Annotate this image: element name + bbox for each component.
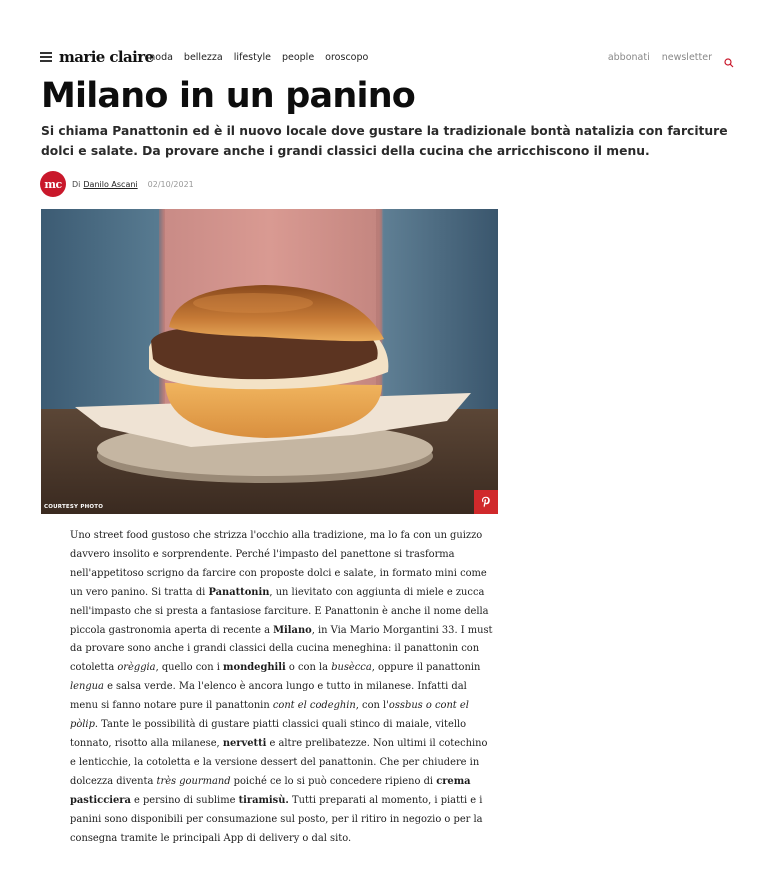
body-text-segment: cotoletta — [70, 662, 118, 674]
body-text-segment: un vero panino. Si tratta di — [70, 586, 209, 598]
body-text-segment: ossbus o cont el — [388, 700, 469, 712]
body-text-segment: tiramisù. — [238, 794, 289, 806]
body-text-segment: e lenticchie, la cotoletta e la versione dessert del panattonin. Che per chiudere in — [70, 756, 480, 768]
body-text-segment: Uno street food gustoso che strizza l'occhio alla tradizione, ma lo fa con un guizzo — [70, 530, 483, 541]
body-text-segment: , in Via Mario Morgantini 33. I must — [311, 624, 493, 636]
site-header — [40, 46, 740, 70]
body-line — [70, 565, 510, 584]
body-line — [70, 584, 510, 603]
body-line — [70, 546, 510, 565]
body-text-segment: lengua — [70, 681, 104, 693]
body-text-segment: da provare sono anche i grandi classici della cucina meneghina: il panattonin con — [70, 643, 480, 655]
body-text-segment: Milano — [273, 624, 312, 636]
article-body — [70, 527, 510, 848]
body-text-segment: Panattonin — [208, 586, 270, 598]
body-line — [70, 811, 510, 830]
publish-date: 02/10/2021 — [147, 179, 194, 189]
body-text-segment: très gourmand — [156, 775, 231, 787]
body-text-segment: , un lievitato con aggiunta di miele e zucca — [269, 586, 485, 598]
body-text-segment: dolcezza diventa — [70, 775, 157, 787]
body-text-segment: e salsa verde. Ma l'elenco è ancora lungo e tutto in milanese. Infatti dal — [103, 681, 467, 693]
main-nav — [146, 52, 368, 63]
body-text-segment: crema — [436, 775, 471, 787]
body-line — [70, 792, 510, 811]
body-text-segment: , con l' — [355, 700, 389, 712]
menu-icon[interactable] — [40, 52, 52, 62]
body-text-segment: Tutti preparati al momento, i piatti e i — [288, 794, 483, 806]
nav-link-bellezza[interactable]: bellezza — [183, 52, 223, 63]
pinterest-icon — [481, 496, 491, 508]
header-actions — [608, 52, 734, 63]
body-text-segment: . Tante le possibilità di gustare piatti classici quali stinco di maiale, vitello — [94, 719, 467, 731]
body-text-segment: cont el codeghin — [272, 700, 356, 712]
body-line — [70, 622, 510, 641]
nav-link-lifestyle[interactable]: lifestyle — [233, 52, 271, 63]
body-text-segment: e altre prelibatezze. Non ultimi il cotechino — [266, 737, 488, 749]
author-avatar: mc — [40, 171, 66, 197]
body-text-segment: poiché ce lo si può concedere ripieno di — [230, 775, 437, 787]
body-line — [70, 527, 510, 546]
body-text-segment: nervetti — [222, 737, 267, 749]
byline — [40, 171, 194, 197]
body-line — [70, 830, 510, 849]
body-line — [70, 697, 510, 716]
body-text-segment: busècca — [331, 662, 372, 674]
article-subtitle: Si chiama Panattonin ed è il nuovo locale dove gustare la tradizionale bontà natalizia con farciture dolci e salate. Da provare anche i grandi classici della cucina che arricchiscono il menu. — [41, 124, 728, 158]
body-line — [70, 735, 510, 754]
newsletter-link[interactable]: newsletter — [661, 52, 712, 63]
body-line — [70, 773, 510, 792]
search-icon[interactable] — [724, 53, 734, 63]
nav-link-people[interactable]: people — [281, 52, 315, 63]
site-logo[interactable]: marie claire — [59, 48, 154, 66]
body-text-segment: mondeghili — [223, 662, 286, 674]
body-line — [70, 754, 510, 773]
nav-link-oroscopo[interactable]: oroscopo — [325, 52, 369, 63]
subscribe-link[interactable]: abbonati — [607, 52, 650, 63]
nav-link-moda[interactable]: moda — [146, 52, 173, 63]
body-line — [70, 603, 510, 622]
body-line — [70, 716, 510, 735]
body-text-segment: consegna tramite le principali App di delivery o dal sito. — [70, 832, 352, 844]
body-text-segment: nell'appetitoso scrigno da farcire con proposte dolci e salate, in formato mini come — [70, 567, 487, 579]
panettone-sandwich-photo — [41, 209, 498, 514]
body-text-segment: , oppure il panattonin — [371, 662, 481, 674]
body-text-segment: tonnato, risotto alla milanese, — [70, 737, 223, 749]
body-text-segment: pasticciera — [70, 794, 131, 806]
byline-prefix: Di — [72, 179, 81, 189]
body-line — [70, 640, 510, 659]
body-text-segment: panini sono disponibili per consumazione sul posto, per il ritiro in negozio o per la — [70, 813, 483, 825]
body-text-segment: o con la — [285, 662, 332, 674]
body-text-segment: orèggia — [117, 662, 156, 674]
body-text-segment: piccola gastronomia aperta di recente a — [70, 624, 274, 636]
author-link[interactable]: Danilo Ascani — [83, 179, 138, 189]
body-text-segment: menu si fanno notare pure il panattonin — [70, 700, 273, 712]
hero-image — [41, 209, 498, 514]
body-text-segment: davvero insolito e sorprendente. Perché l'impasto del panettone si trasforma — [70, 548, 455, 560]
body-line — [70, 678, 510, 697]
body-text-segment: nell'impasto che si presta a fantasiose farciture. E Panattonin è anche il nome della — [70, 605, 489, 617]
image-credit: COURTESY PHOTO — [44, 504, 104, 510]
body-text-segment: , quello con i — [155, 662, 224, 674]
body-line — [70, 659, 510, 678]
article-title: Milano in un panino — [41, 76, 416, 116]
body-text-segment: e persino di sublime — [130, 794, 239, 806]
pinterest-button[interactable] — [474, 490, 498, 514]
body-text-segment: pòlip — [70, 719, 95, 731]
